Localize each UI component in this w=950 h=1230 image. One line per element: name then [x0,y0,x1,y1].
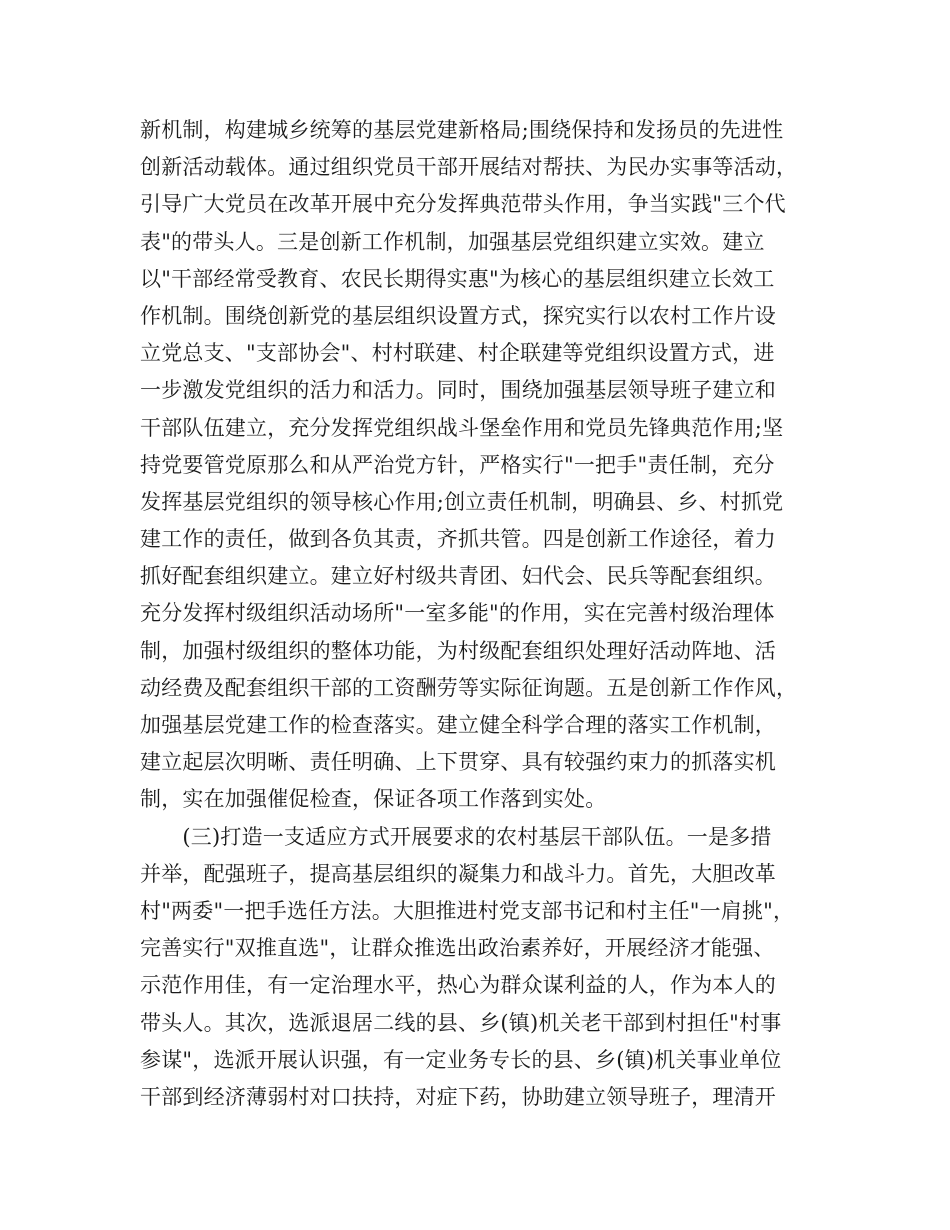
text-line: 发挥基层党组织的领导核心作用;创立责任机制，明确县、乡、村抓党 [140,489,784,514]
text-line: (三)打造一支适应方式开展要求的农村基层干部队伍。一是多措 [140,824,772,849]
text-line: 示范作用佳，有一定治理水平，热心为群众谋利益的人，作为本人的 [140,973,776,998]
text-line: 创新活动载体。通过组织党员干部开展结对帮扶、为民办实事等活动， [140,155,798,180]
text-line: 以"干部经常受教育、农民长期得实惠"为核心的基层组织建立长效工 [140,266,775,291]
text-line: 制，加强村级组织的整体功能，为村级配套组织处理好活动阵地、活 [140,638,776,663]
body-text [140,112,840,1116]
text-line: 带头人。其次，选派退居二线的县、乡(镇)机关老干部到村担任"村事 [140,1010,782,1035]
text-line: 干部队伍建立，充分发挥党组织战斗堡垒作用和党员先锋典范作用;坚 [140,415,784,440]
text-line: 持党要管党原那么和从严治党方针，严格实行"一把手"责任制，充分 [140,452,775,477]
text-line: 参谋"，选派开展认识强，有一定业务专长的县、乡(镇)机关事业单位 [140,1047,782,1072]
text-line: 作机制。围绕创新党的基层组织设置方式，探究实行以农村工作片设 [140,303,776,328]
text-line: 加强基层党建工作的检查落实。建立健全科学合理的落实工作机制， [140,713,776,737]
text-line: 村"两委"一把手选任方法。大胆推进村党支部书记和村主任"一肩挑"， [140,898,795,923]
text-line: 立党总支、"支部协会"、村村联建、村企联建等党组织设置方式，进 [140,341,775,366]
text-line: 建工作的责任，做到各负其责，齐抓共管。四是创新工作途径，着力 [140,527,776,552]
text-line: 动经费及配套组织干部的工资酬劳等实际征询题。五是创新工作作风， [140,675,798,700]
text-line: 新机制，构建城乡统筹的基层党建新格局;围绕保持和发扬员的先进性 [140,118,784,142]
text-line: 引导广大党员在改革开展中充分发挥典范带头作用，争当实践"三个代 [140,192,786,217]
text-line: 一步激发党组织的活力和活力。同时，围绕加强基层领导班子建立和 [140,378,776,403]
text-line: 充分发挥村级组织活动场所"一室多能"的作用，实在完善村级治理体 [140,601,775,626]
text-line: 抓好配套组织建立。建立好村级共青团、妇代会、民兵等配套组织。 [140,564,776,589]
text-line: 表"的带头人。三是创新工作机制，加强基层党组织建立实效。建立 [140,229,765,254]
text-line: 制，实在加强催促检查，保证各项工作落到实处。 [140,787,607,812]
text-line: 建立起层次明晰、责任明确、上下贯穿、具有较强约束力的抓落实机 [140,750,776,775]
text-line: 并举，配强班子，提高基层组织的凝集力和战斗力。首先，大胆改革 [140,861,776,886]
text-line: 干部到经济薄弱村对口扶持，对症下药，协助建立领导班子，理清开 [140,1084,776,1109]
text-line: 完善实行"双推直选"，让群众推选出政治素养好，开展经济才能强、 [140,936,775,961]
